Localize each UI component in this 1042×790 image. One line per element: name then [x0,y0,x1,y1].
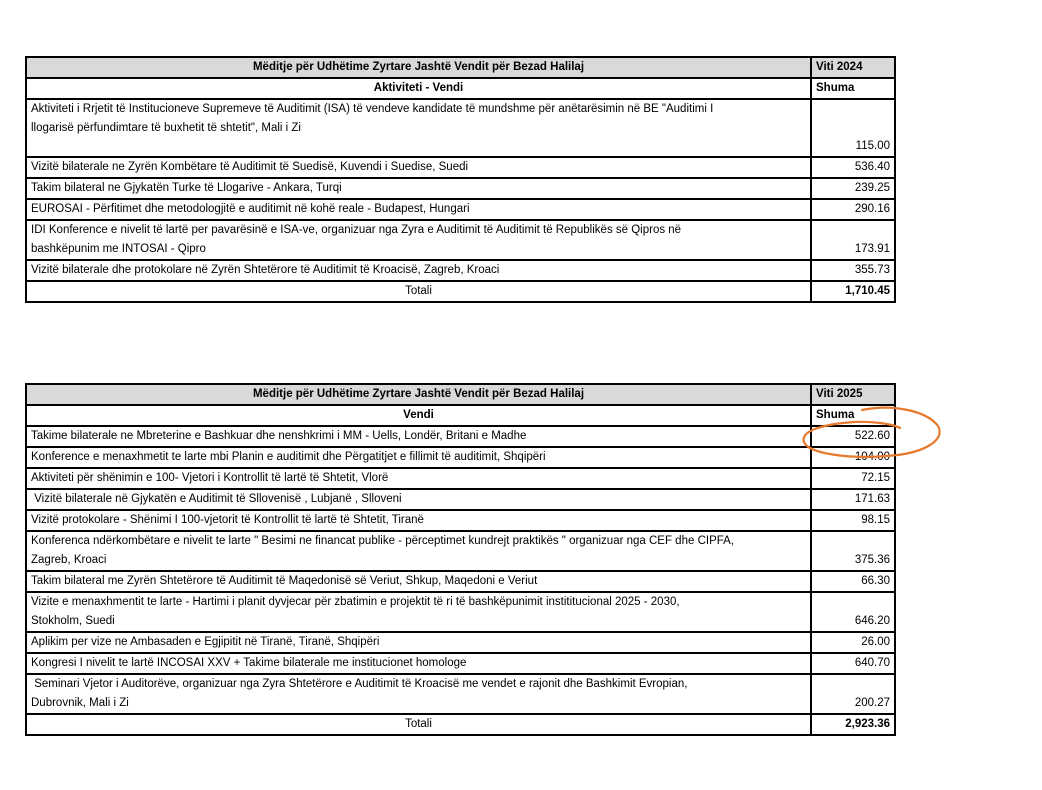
row-description-line: Konferenca ndërkombëtare e nivelit te larte " Besimi ne financat publike - përceptimet kundrejt praktikës " organizuar nga CEF dhe CIPFA, [31,535,734,547]
table-row [26,99,895,157]
table-row [26,653,895,674]
row-description: Aktiviteti për shënimin e 100- Vjetori i Kontrollit të lartë të Shtetit, Vlorë [26,468,811,489]
table-row [26,199,895,220]
row-description: Kongresi I nivelit te lartë INCOSAI XXV + Takime bilaterale me institucionet homologe [26,653,811,674]
row-amount: 200.27 [811,674,895,714]
row-description: Takime bilaterale ne Mbreterine e Bashkuar dhe nenshkrimi i MM - Uells, Londër, Britani e Madhe [26,426,811,447]
total-row [26,714,895,735]
row-amount: 104.00 [811,447,895,468]
table-row [26,674,895,714]
row-description: Takim bilateral ne Gjykatën Turke të Llogarive - Ankara, Turqi [26,178,811,199]
row-description [26,220,811,260]
travel-table-2025 [25,383,896,736]
year-header: Viti 2025 [811,384,895,405]
table-row [26,510,895,531]
row-description: Takim bilateral me Zyrën Shtetërore të Auditimit të Maqedonisë së Veriut, Shkup, Maqedoni e Veriut [26,571,811,592]
row-amount: 355.73 [811,260,895,281]
row-amount: 290.16 [811,199,895,220]
table-row [26,260,895,281]
row-description [26,531,811,571]
row-amount: 239.25 [811,178,895,199]
row-description: Vizitë protokolare - Shënimi I 100-vjetorit të Kontrollit të lartë të Shtetit, Tiranë [26,510,811,531]
row-amount: 72.15 [811,468,895,489]
table-row [26,178,895,199]
activity-column-header: Aktiviteti - Vendi [26,78,811,99]
row-description: Aplikim per vize ne Ambasaden e Egjipitit në Tiranë, Tiranë, Shqipëri [26,632,811,653]
row-description-line: bashkëpunim me INTOSAI - Qipro [31,243,206,255]
row-description [26,674,811,714]
row-amount: 646.20 [811,592,895,632]
row-amount: 375.36 [811,531,895,571]
row-description-line: Dubrovnik, Mali i Zi [31,697,129,709]
total-amount: 1,710.45 [811,281,895,302]
row-amount: 26.00 [811,632,895,653]
column-header-row [26,405,895,426]
year-header: Viti 2024 [811,57,895,78]
row-description: Vizitë bilaterale në Gjykatën e Auditimit të Sllovenisë , Lubjanë , Slloveni [26,489,811,510]
table-row [26,531,895,571]
row-description-line: IDI Konference e nivelit të lartë per pavarësinë e ISA-ve, organizuar nga Zyra e Auditimit të Auditimit të Republikës së Qipros në [31,224,682,236]
row-amount: 536.40 [811,157,895,178]
row-description [26,99,811,157]
table-row [26,220,895,260]
row-description-line: Zagreb, Kroaci [31,554,107,566]
row-description-line: llogarisë përfundimtare të buxhetit të shtetit", Mali i Zi [31,122,301,134]
table-row [26,489,895,510]
row-description-line: Seminari Vjetor i Auditorëve, organizuar nga Zyra Shtetërore e Auditimit të Kroacisë me vendet e rajonit dhe Bashkimit Evropian, [31,678,688,690]
column-header-row [26,78,895,99]
row-amount: 640.70 [811,653,895,674]
table-row [26,426,895,447]
row-description: Vizitë bilaterale ne Zyrën Kombëtare të Auditimit të Suedisë, Kuvendi i Suedise, Suedi [26,157,811,178]
row-description: EUROSAI - Përfitimet dhe metodologjitë e auditimit në kohë reale - Budapest, Hungari [26,199,811,220]
table-title-row [26,57,895,78]
row-description: Konference e menaxhmetit te larte mbi Planin e auditimit dhe Përgatitjet e fillimit të auditimit, Shqipëri [26,447,811,468]
total-label: Totali [26,281,811,302]
total-row [26,281,895,302]
travel-table-2024 [25,56,896,303]
row-amount: 522.60 [811,426,895,447]
row-amount: 66.30 [811,571,895,592]
amount-column-header: Shuma [811,405,895,426]
row-description-line: Aktiviteti i Rrjetit të Institucioneve Supremeve të Auditimit (ISA) të vendeve kandidate të mundshme për anëtarësimin në BE "Auditimi I [31,103,714,115]
row-amount: 171.63 [811,489,895,510]
table-row [26,157,895,178]
row-amount: 98.15 [811,510,895,531]
table-row [26,592,895,632]
row-description: Vizitë bilaterale dhe protokolare në Zyrën Shtetërore të Auditimit të Kroacisë, Zagreb, Kroaci [26,260,811,281]
table-row [26,468,895,489]
table-title-row [26,384,895,405]
row-amount: 115.00 [811,99,895,157]
row-description-line: Vizite e menaxhmentit te larte - Hartimi i planit dyvjecar për zbatimin e projektit të ri të bashkëpunimit instititucional 2025 - 2030, [31,596,680,608]
row-description-line: Stokholm, Suedi [31,615,115,627]
total-amount: 2,923.36 [811,714,895,735]
row-description [26,592,811,632]
row-amount: 173.91 [811,220,895,260]
table-row [26,632,895,653]
country-column-header: Vendi [26,405,811,426]
table-title: Mëditje për Udhëtime Zyrtare Jashtë Vendit për Bezad Halilaj [26,384,811,405]
total-label: Totali [26,714,811,735]
amount-column-header: Shuma [811,78,895,99]
table-row [26,447,895,468]
table-title: Mëditje për Udhëtime Zyrtare Jashtë Vendit për Bezad Halilaj [26,57,811,78]
table-row [26,571,895,592]
